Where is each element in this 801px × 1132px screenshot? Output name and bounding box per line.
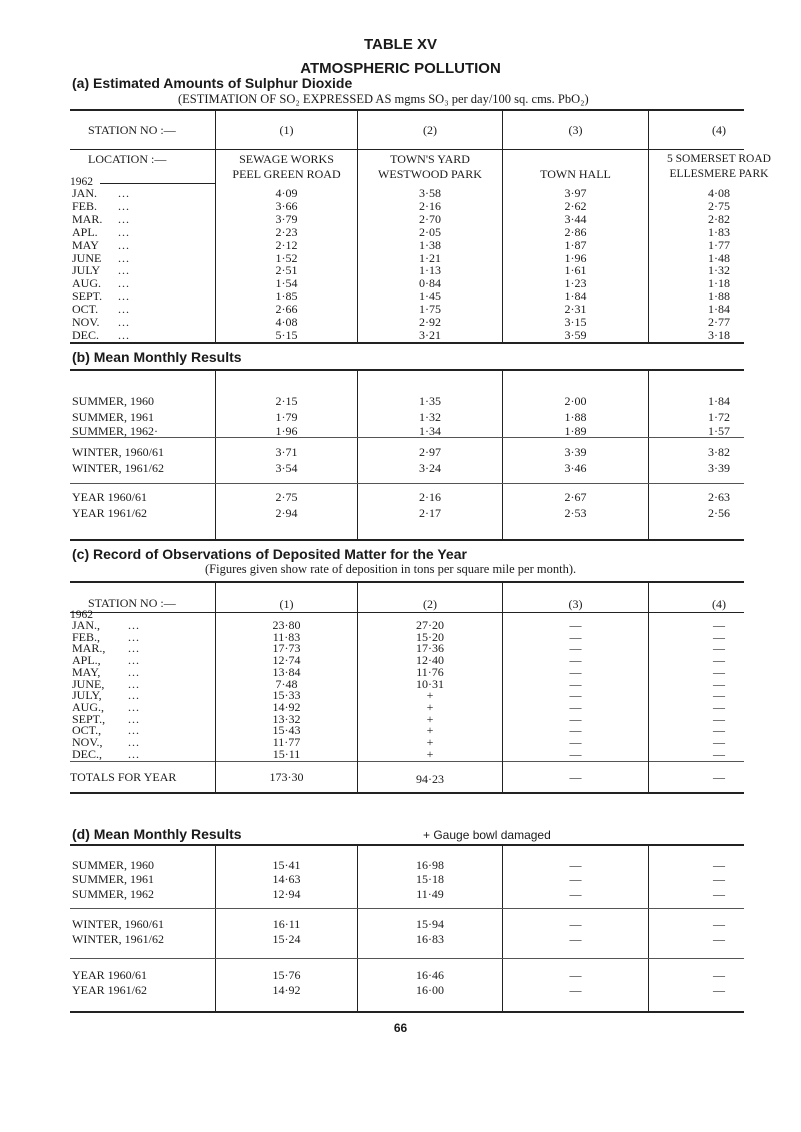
table-cell: 2·63 — [708, 490, 730, 504]
table-cell: 3·24 — [419, 461, 441, 475]
row-label: SUMMER, 1962· — [72, 424, 159, 438]
station-label: STATION NO :— — [88, 123, 176, 137]
table-cell: — — [569, 932, 582, 946]
month-label: AUG. — [72, 276, 101, 290]
table-cell: 3·71 — [275, 445, 298, 459]
table-cell: — — [713, 735, 725, 749]
leader-dots: ... — [128, 700, 140, 714]
leader-dots: ... — [128, 712, 140, 726]
table-cell: + — [426, 700, 434, 714]
row-label: WINTER, 1960/61 — [72, 445, 164, 459]
month-label: MAY, — [72, 665, 101, 679]
table-cell: — — [569, 872, 582, 886]
leader-dots: ... — [118, 263, 130, 277]
leader-dots: ... — [128, 688, 140, 702]
row-label: SUMMER, 1960 — [72, 394, 155, 408]
table-cell: 1·18 — [708, 276, 730, 290]
table-cell: 2·77 — [708, 315, 730, 329]
table-cell: 16·11 — [272, 917, 301, 931]
table-cell: 11·83 — [272, 630, 301, 644]
table-cell: 14·92 — [272, 983, 301, 997]
table-cell: 17·36 — [416, 641, 444, 655]
table-cell: 16·00 — [416, 983, 444, 997]
table-cell: 3·58 — [419, 186, 441, 200]
table-cell: 2·31 — [564, 302, 587, 316]
table-cell: 15·18 — [416, 872, 444, 886]
leader-dots: ... — [128, 665, 140, 679]
table-cell: 3·39 — [708, 461, 730, 475]
table-cell: — — [713, 917, 725, 931]
table-cell: — — [569, 735, 582, 749]
total-2: 94·23 — [416, 772, 444, 786]
table-cell: 2·00 — [564, 394, 587, 408]
leader-dots: ... — [128, 677, 140, 691]
station-c-3: (3) — [568, 597, 583, 611]
table-cell: 2·15 — [275, 394, 298, 408]
leader-dots: ... — [118, 225, 130, 239]
table-cell: — — [713, 618, 725, 632]
table-cell: 2·75 — [275, 490, 298, 504]
month-label: APL. — [72, 225, 98, 239]
month-label: DEC. — [72, 328, 99, 342]
month-label: OCT., — [72, 723, 102, 737]
month-label: MAR., — [72, 641, 106, 655]
table-cell: 1·48 — [708, 251, 730, 265]
table-cell: 2·86 — [564, 225, 587, 239]
table-cell: — — [569, 983, 582, 997]
table-cell: — — [713, 932, 725, 946]
table-cell: 3·39 — [564, 445, 587, 459]
rule — [70, 483, 744, 484]
table-cell: — — [713, 858, 725, 872]
table-cell: 15·94 — [416, 917, 444, 931]
section-b-title: (b) Mean Monthly Results — [72, 349, 242, 365]
table-cell: 1·57 — [708, 424, 730, 438]
leader-dots: ... — [118, 212, 130, 226]
month-label: SEPT., — [72, 712, 106, 726]
row-label: SUMMER, 1960 — [72, 858, 155, 872]
table-cell: 3·97 — [564, 186, 587, 200]
table-cell: 1·88 — [708, 289, 730, 303]
leader-dots: ... — [128, 618, 140, 632]
table-cell: 1·84 — [708, 302, 730, 316]
table-cell: 7·48 — [275, 677, 298, 691]
table-cell: 15·24 — [272, 932, 301, 946]
table-cell: 1·84 — [708, 394, 730, 408]
table-cell: 3·15 — [564, 315, 587, 329]
month-label: JAN., — [72, 618, 101, 632]
location-2: TOWN'S YARD WESTWOOD PARK — [378, 152, 482, 181]
table-cell: — — [569, 688, 582, 702]
table-cell: 2·51 — [275, 263, 298, 277]
table-cell: 1·45 — [419, 289, 441, 303]
table-cell: 2·75 — [708, 199, 730, 213]
table-cell: — — [713, 983, 725, 997]
table-cell: 13·84 — [272, 665, 301, 679]
rule — [70, 581, 744, 583]
month-label: FEB. — [72, 199, 98, 213]
section-d-title: (d) Mean Monthly Results — [72, 826, 242, 842]
table-cell: — — [569, 712, 582, 726]
table-cell: — — [569, 700, 582, 714]
leader-dots: ... — [128, 735, 140, 749]
table-cell: 1·84 — [564, 289, 587, 303]
table-cell: 15·43 — [272, 723, 301, 737]
table-cell: 4·09 — [275, 186, 298, 200]
table-cell: 1·23 — [564, 276, 587, 290]
table-cell: 3·18 — [708, 328, 730, 342]
row-label: SUMMER, 1962 — [72, 887, 155, 901]
total-1: 173·30 — [269, 770, 304, 784]
table-cell: — — [569, 641, 582, 655]
station-c-2: (2) — [423, 597, 437, 611]
rule — [70, 1011, 744, 1013]
table-cell: 11·76 — [416, 665, 444, 679]
table-cell: 3·44 — [564, 212, 587, 226]
gauge-note: + Gauge bowl damaged — [423, 828, 551, 842]
table-cell: 1·88 — [564, 410, 587, 424]
table-cell: 12·40 — [416, 653, 444, 667]
leader-dots: ... — [118, 276, 130, 290]
rule — [70, 149, 744, 150]
table-cell: — — [713, 688, 725, 702]
table-cell: — — [569, 723, 582, 737]
table-cell: — — [713, 700, 725, 714]
table-cell: 14·63 — [272, 872, 301, 886]
table-cell: 12·74 — [272, 653, 301, 667]
table-cell: 2·05 — [419, 225, 441, 239]
table-cell: 11·49 — [416, 887, 444, 901]
table-cell: — — [713, 641, 725, 655]
table-cell: 1·79 — [275, 410, 298, 424]
row-label: WINTER, 1961/62 — [72, 932, 164, 946]
row-label: SUMMER, 1961 — [72, 410, 155, 424]
table-cell: 1·61 — [564, 263, 587, 277]
section-a-title: (a) Estimated Amounts of Sulphur Dioxide — [72, 75, 353, 91]
rule — [70, 109, 744, 111]
leader-dots: ... — [128, 630, 140, 644]
rule — [70, 369, 744, 371]
table-cell: 15·33 — [272, 688, 301, 702]
leader-dots: ... — [118, 199, 130, 213]
table-cell: 1·89 — [564, 424, 587, 438]
table-cell: — — [713, 747, 725, 761]
table-cell: 2·94 — [275, 506, 298, 520]
leader-dots: ... — [118, 328, 130, 342]
table-cell: 1·72 — [708, 410, 730, 424]
table-cell: 1·96 — [564, 251, 587, 265]
total-3: — — [569, 770, 582, 784]
station-c-4: (4) — [712, 597, 726, 611]
table-cell: — — [569, 630, 582, 644]
table-cell: 0·84 — [419, 276, 441, 290]
rule — [70, 612, 744, 613]
table-cell: 1·52 — [275, 251, 298, 265]
page-number: 66 — [393, 1021, 408, 1035]
table-cell: 1·83 — [708, 225, 730, 239]
table-cell: — — [713, 665, 725, 679]
month-label: JULY — [72, 263, 101, 277]
leader-dots: ... — [118, 302, 130, 316]
row-label: WINTER, 1961/62 — [72, 461, 164, 475]
table-cell: 10·31 — [416, 677, 444, 691]
table-cell: — — [713, 968, 725, 982]
table-cell: 16·46 — [416, 968, 444, 982]
table-cell: 2·16 — [419, 490, 441, 504]
table-cell: 1·32 — [419, 410, 441, 424]
total-4: — — [713, 770, 725, 784]
month-label: JUNE — [72, 251, 102, 265]
rule — [70, 539, 744, 541]
month-label: FEB., — [72, 630, 101, 644]
table-cell: 27·20 — [416, 618, 444, 632]
table-cell: 3·82 — [708, 445, 730, 459]
table-cell: + — [426, 688, 434, 702]
leader-dots: ... — [118, 315, 130, 329]
table-cell: — — [713, 630, 725, 644]
table-cell: — — [569, 917, 582, 931]
table-cell: — — [569, 665, 582, 679]
table-cell: 16·98 — [416, 858, 444, 872]
table-cell: 15·41 — [272, 858, 301, 872]
table-cell: 1·87 — [564, 238, 587, 252]
rule — [70, 792, 744, 794]
table-cell: 1·38 — [419, 238, 441, 252]
table-cell: — — [569, 618, 582, 632]
leader-dots: ... — [118, 186, 130, 200]
leader-dots: ... — [128, 653, 140, 667]
table-cell: 1·13 — [419, 263, 441, 277]
leader-dots: ... — [128, 747, 140, 761]
main-title: ATMOSPHERIC POLLUTION — [300, 60, 501, 77]
table-cell: 15·20 — [416, 630, 444, 644]
month-label: NOV. — [72, 315, 100, 329]
table-cell: + — [426, 747, 434, 761]
year-label: 1962 — [70, 176, 93, 188]
table-cell: 2·16 — [419, 199, 441, 213]
row-label: YEAR 1961/62 — [72, 506, 147, 520]
table-cell: 2·82 — [708, 212, 730, 226]
table-cell: 3·46 — [564, 461, 587, 475]
table-cell: 1·32 — [708, 263, 730, 277]
table-cell: 2·66 — [275, 302, 298, 316]
section-a-subtitle: (ESTIMATION OF SO₂ EXPRESSED AS mgms SO₃ per day/100 sq. cms. PbO₂) — [178, 92, 589, 106]
row-label: YEAR 1960/61 — [72, 968, 147, 982]
table-cell: 3·79 — [275, 212, 298, 226]
station-1: (1) — [279, 123, 294, 137]
table-cell: — — [713, 712, 725, 726]
station-4: (4) — [712, 123, 726, 137]
table-cell: 2·92 — [419, 315, 441, 329]
location-label: LOCATION :— — [88, 152, 167, 166]
row-label: SUMMER, 1961 — [72, 872, 155, 886]
table-cell: 1·96 — [275, 424, 298, 438]
table-cell: 4·08 — [708, 186, 730, 200]
station-2: (2) — [423, 123, 437, 137]
table-cell: 15·11 — [272, 747, 301, 761]
section-c-subtitle: (Figures given show rate of deposition in tons per square mile per month). — [205, 562, 577, 576]
table-cell: 14·92 — [272, 700, 301, 714]
month-label: JAN. — [72, 186, 98, 200]
table-cell: 3·54 — [275, 461, 298, 475]
month-label: OCT. — [72, 302, 99, 316]
table-cell: + — [426, 723, 434, 737]
leader-dots: ... — [118, 289, 130, 303]
table-cell: — — [569, 968, 582, 982]
leader-dots: ... — [118, 251, 130, 265]
totals-label: TOTALS FOR YEAR — [70, 770, 177, 784]
table-cell: 1·75 — [419, 302, 441, 316]
month-label: JUNE, — [72, 677, 105, 691]
section-c-title: (c) Record of Observations of Deposited Matter for the Year — [72, 546, 467, 562]
station-label-c: STATION NO :— — [88, 596, 176, 610]
year-label-c: 1962 — [70, 609, 93, 621]
table-cell: 2·67 — [564, 490, 587, 504]
table-cell: 2·17 — [419, 506, 441, 520]
table-cell: 5·15 — [275, 328, 298, 342]
station-3: (3) — [568, 123, 583, 137]
table-cell: — — [713, 723, 725, 737]
month-label: SEPT. — [72, 289, 103, 303]
table-cell: + — [426, 712, 434, 726]
table-cell: 3·66 — [275, 199, 298, 213]
table-cell: 1·54 — [275, 276, 298, 290]
table-cell: — — [713, 872, 725, 886]
month-label: NOV., — [72, 735, 103, 749]
table-cell: — — [713, 677, 725, 691]
table-cell: 1·77 — [708, 238, 730, 252]
table-cell: 2·56 — [708, 506, 730, 520]
table-cell: 2·70 — [419, 212, 441, 226]
location-4: 5 SOMERSET ROAD ELLESMERE PARK — [667, 153, 771, 180]
table-cell: — — [569, 747, 582, 761]
table-cell: + — [426, 735, 434, 749]
table-cell: 1·85 — [275, 289, 298, 303]
table-cell: — — [713, 887, 725, 901]
month-label: MAR. — [72, 212, 103, 226]
table-cell: 3·59 — [564, 328, 587, 342]
table-cell: 2·23 — [275, 225, 298, 239]
month-label: JULY, — [72, 688, 102, 702]
rule — [70, 958, 744, 959]
table-cell: 15·76 — [272, 968, 301, 982]
table-cell: 2·12 — [275, 238, 298, 252]
row-label: YEAR 1960/61 — [72, 490, 147, 504]
table-cell: — — [569, 677, 582, 691]
table-cell: 12·94 — [272, 887, 301, 901]
month-label: AUG., — [72, 700, 104, 714]
table-cell: 4·08 — [275, 315, 298, 329]
table-cell: 1·34 — [419, 424, 441, 438]
table-cell: 2·97 — [419, 445, 441, 459]
table-cell: 2·62 — [564, 199, 587, 213]
table-cell: 17·73 — [272, 641, 301, 655]
rule — [70, 844, 744, 846]
table-cell: 13·32 — [272, 712, 301, 726]
table-cell: 3·21 — [419, 328, 441, 342]
location-3: TOWN HALL — [540, 167, 611, 181]
row-label: YEAR 1961/62 — [72, 983, 147, 997]
location-1: SEWAGE WORKS PEEL GREEN ROAD — [232, 152, 341, 181]
table-cell: — — [569, 653, 582, 667]
rule — [70, 908, 744, 909]
leader-dots: ... — [128, 641, 140, 655]
table-cell: 11·77 — [272, 735, 301, 749]
table-cell: 16·83 — [416, 932, 444, 946]
table-cell: 23·80 — [272, 618, 301, 632]
row-label: WINTER, 1960/61 — [72, 917, 164, 931]
table-cell: 1·21 — [419, 251, 441, 265]
table-title: TABLE XV — [363, 36, 438, 53]
month-label: DEC., — [72, 747, 102, 761]
table-cell: 2·53 — [564, 506, 587, 520]
month-label: APL., — [72, 653, 101, 667]
leader-dots: ... — [128, 723, 140, 737]
station-c-1: (1) — [279, 597, 294, 611]
month-label: MAY — [72, 238, 99, 252]
table-cell: — — [569, 858, 582, 872]
leader-dots: ... — [118, 238, 130, 252]
table-cell: — — [713, 653, 725, 667]
table-cell: — — [569, 887, 582, 901]
rule — [100, 183, 215, 184]
table-cell: 1·35 — [419, 394, 441, 408]
